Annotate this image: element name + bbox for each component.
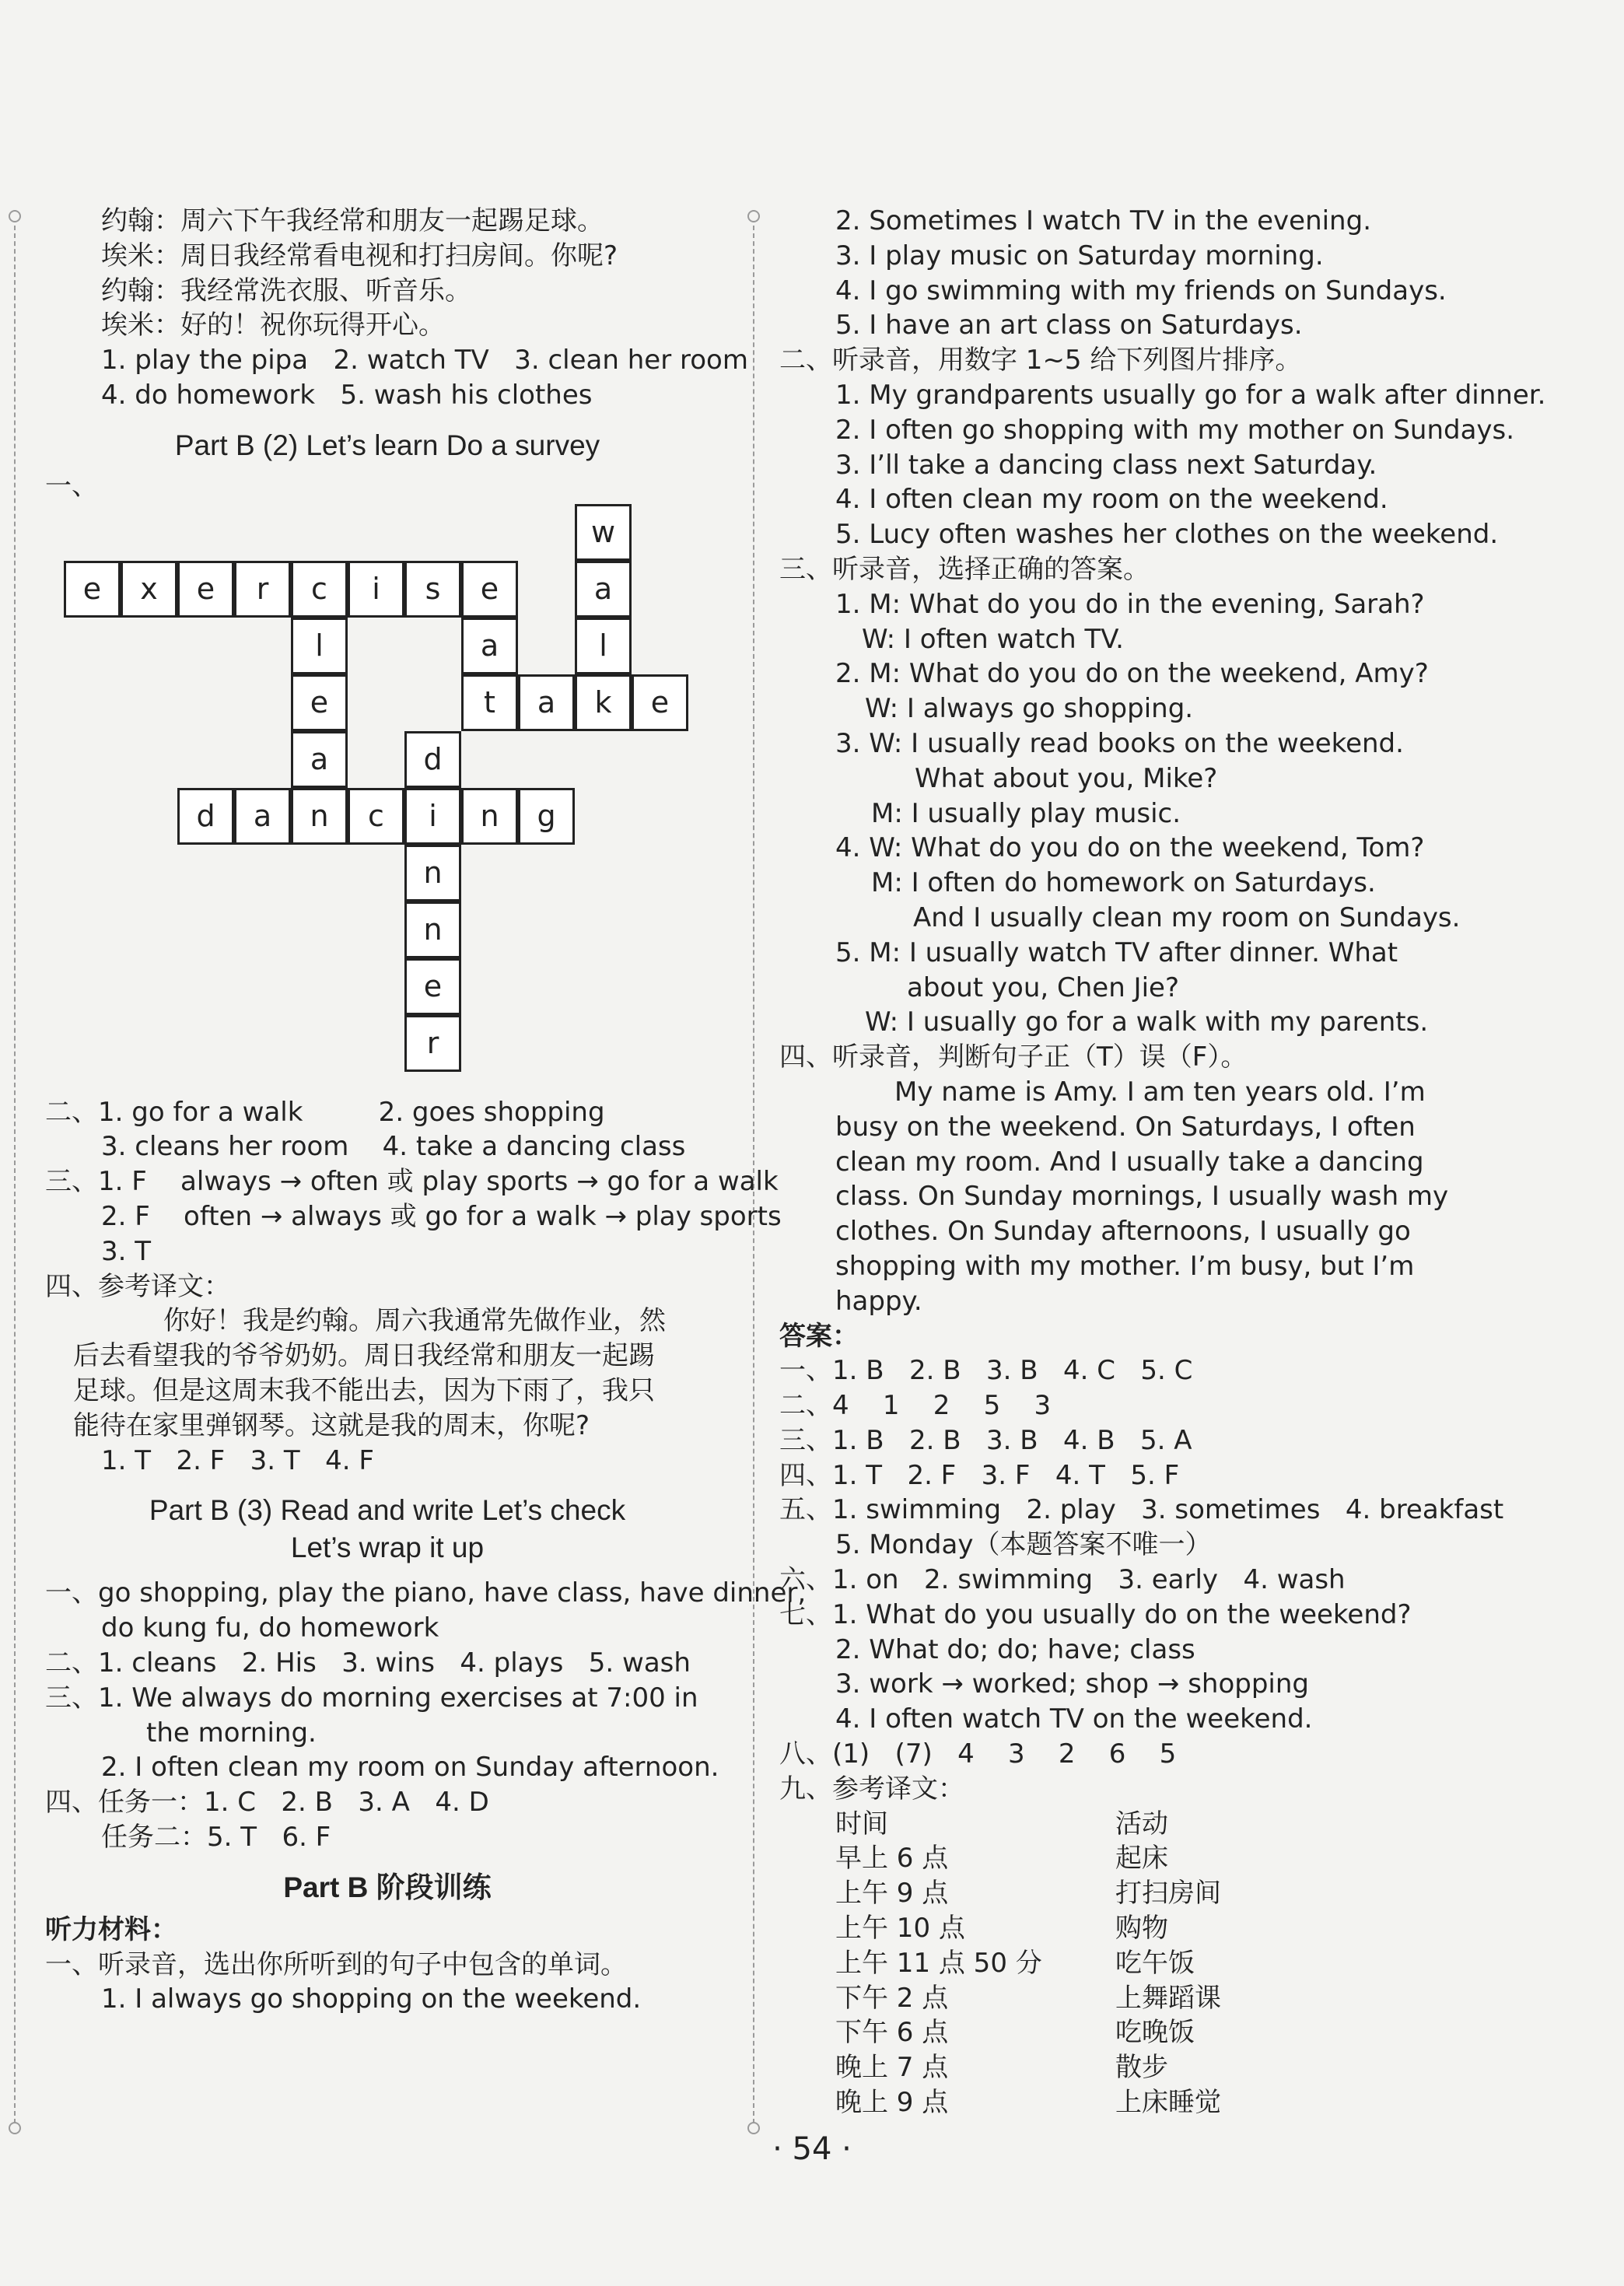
crossword-cell: d — [177, 788, 234, 845]
dialog-line: M: I usually play music. — [871, 797, 1181, 829]
dialog-line: 2. M: What do you do on the weekend, Amy? — [835, 658, 1429, 690]
answer-line: 三、1. We always do morning exercises at 7:00 in — [45, 1682, 698, 1714]
dialog-line: 埃米：周日我经常看电视和打扫房间。你呢? — [101, 240, 618, 271]
answer-line: 二、1. go for a walk 2. goes shopping — [45, 1096, 605, 1128]
schedule-activity: 散步 — [1115, 2052, 1168, 2084]
answer-line: 一、1. B 2. B 3. B 4. C 5. C — [779, 1355, 1193, 1387]
answer-line: 六、1. on 2. swimming 3. early 4. wash — [779, 1564, 1346, 1596]
answer-line: 2. F often → always 或 go for a walk → play sports — [101, 1200, 782, 1232]
binding-hole-icon — [9, 210, 21, 222]
crossword-cell: a — [461, 618, 518, 674]
crossword-cell: n — [404, 901, 461, 958]
dialog-line: 5. M: I usually watch TV after dinner. What — [835, 936, 1398, 968]
paragraph-line: 后去看望我的爷爷奶奶。周日我经常和朋友一起踢 — [73, 1340, 655, 1372]
dialog-line: And I usually clean my room on Sundays. — [913, 901, 1461, 933]
schedule-time: 晚上 7 点 — [835, 2052, 949, 2084]
answer-line: 3. work → worked; shop → shopping — [835, 1668, 1310, 1700]
crossword-cell: c — [291, 561, 348, 618]
answer-line: 3. T — [101, 1235, 152, 1267]
crossword-cell: i — [404, 788, 461, 845]
schedule-row — [779, 1876, 1588, 1911]
crossword-cell: i — [348, 561, 404, 618]
listening-line: 3. I play music on Saturday morning. — [835, 240, 1324, 271]
crossword-cell: s — [404, 561, 461, 618]
subsection-title: 听力材料： — [45, 1913, 177, 1945]
answer-line: 四、任务一：1. C 2. B 3. A 4. D — [45, 1787, 489, 1819]
crossword-cell: d — [404, 731, 461, 788]
dialog-line: 3. W: I usually read books on the weekend. — [835, 727, 1404, 759]
listening-line: 5. Lucy often washes her clothes on the weekend. — [835, 519, 1499, 551]
crossword-cell: g — [518, 788, 575, 845]
crossword-cell: n — [291, 788, 348, 845]
paragraph-line: 足球。但是这周末我不能出去，因为下雨了，我只 — [73, 1374, 655, 1406]
paragraph-line: shopping with my mother. I’m busy, but I’m — [835, 1250, 1415, 1282]
answer-line: 二、4 1 2 5 3 — [779, 1390, 1052, 1422]
answer-line: 5. Monday（本题答案不唯一） — [835, 1529, 1212, 1561]
answer-line: do kung fu, do homework — [101, 1612, 439, 1644]
answer-line: 五、1. swimming 2. play 3. sometimes 4. breakfast — [779, 1494, 1504, 1526]
answer-line: 2. What do; do; have; class — [835, 1633, 1195, 1665]
crossword-cell: a — [518, 674, 575, 731]
answer-line: 三、1. F always → often 或 play sports → go for a walk — [45, 1166, 779, 1198]
question-title: 三、听录音，选择正确的答案。 — [779, 553, 1150, 585]
crossword-grid — [45, 504, 730, 1095]
schedule-time: 上午 10 点 — [835, 1913, 965, 1945]
dialog-line: W: I usually go for a walk with my parents. — [865, 1006, 1429, 1038]
schedule-time: 上午 11 点 50 分 — [835, 1947, 1042, 1979]
crossword-cell: c — [348, 788, 404, 845]
subsection-title: 答案： — [779, 1320, 859, 1352]
schedule-row — [779, 2085, 1588, 2120]
schedule-row — [779, 2015, 1588, 2050]
answer-line: 1. play the pipa 2. watch TV 3. clean her room — [101, 345, 748, 376]
crossword-cell: n — [461, 788, 518, 845]
schedule-row — [779, 1841, 1588, 1876]
answer-line: 1. I always go shopping on the weekend. — [101, 1983, 642, 2015]
schedule-activity: 上床睡觉 — [1115, 2087, 1221, 2119]
crossword-cell: e — [291, 674, 348, 731]
listening-line: 1. My grandparents usually go for a walk after dinner. — [835, 379, 1546, 411]
schedule-table — [779, 1841, 1588, 2120]
dialog-line: 约翰：周六下午我经常和朋友一起踢足球。 — [101, 205, 604, 236]
dialog-line: 埃米：好的！祝你玩得开心。 — [101, 310, 445, 341]
answer-line: 七、1. What do you usually do on the weekend? — [779, 1598, 1412, 1630]
crossword-cell: e — [64, 561, 121, 618]
schedule-time: 早上 6 点 — [835, 1843, 949, 1875]
listening-line: 4. I often clean my room on the weekend. — [835, 484, 1388, 516]
question-title: 二、听录音，用数字 1~5 给下列图片排序。 — [779, 345, 1302, 376]
crossword-cell: w — [575, 504, 632, 561]
paragraph-line: My name is Amy. I am ten years old. I’m — [894, 1076, 1426, 1108]
schedule-header-activity: 活动 — [1115, 1808, 1168, 1840]
left-column — [45, 204, 807, 2017]
right-column — [779, 204, 1588, 2120]
schedule-header — [779, 1807, 1588, 1842]
answer-line: 四、1. T 2. F 3. F 4. T 5. F — [779, 1459, 1180, 1491]
crossword-cell: n — [404, 845, 461, 901]
answer-line: 八、(1) (7) 4 3 2 6 5 — [779, 1738, 1177, 1770]
crossword-cell: r — [404, 1015, 461, 1072]
dialog-line: W: I often watch TV. — [862, 623, 1124, 655]
crossword-cell: e — [632, 674, 688, 731]
section-heading: Part B (2) Let’s learn Do a survey — [174, 429, 600, 461]
listening-line: 2. I often go shopping with my mother on Sundays. — [835, 414, 1515, 446]
crossword-cell: t — [461, 674, 518, 731]
schedule-row — [779, 1981, 1588, 2016]
listening-line: 3. I’ll take a dancing class next Saturday. — [835, 449, 1377, 481]
question-number: 一、 — [45, 470, 98, 502]
left-binding-line — [14, 210, 16, 2131]
section-heading: Part B (3) Read and write Let’s check — [149, 1494, 626, 1527]
paragraph-line: happy. — [835, 1285, 922, 1317]
section-heading: Let’s wrap it up — [290, 1532, 485, 1564]
schedule-activity: 上舞蹈课 — [1115, 1982, 1221, 2014]
question-title: 一、听录音，选出你所听到的句子中包含的单词。 — [45, 1948, 627, 1980]
crossword-cell: l — [291, 618, 348, 674]
page-number: · 54 · — [772, 2131, 852, 2167]
answer-line: 一、go shopping, play the piano, have class, have dinner, — [45, 1577, 807, 1609]
schedule-row — [779, 1946, 1588, 1981]
schedule-header-time: 时间 — [835, 1808, 888, 1840]
paragraph-line: busy on the weekend. On Saturdays, I often — [835, 1111, 1416, 1143]
dialog-line: What about you, Mike? — [915, 762, 1218, 794]
crossword-cell: x — [121, 561, 177, 618]
answer-line: the morning. — [146, 1717, 317, 1749]
answer-line: 3. cleans her room 4. take a dancing class — [101, 1131, 686, 1163]
crossword-cell: l — [575, 618, 632, 674]
schedule-activity: 吃晚饭 — [1115, 2017, 1195, 2049]
paragraph-line: clothes. On Sunday afternoons, I usually go — [835, 1216, 1411, 1248]
dialog-line: W: I always go shopping. — [865, 693, 1194, 725]
schedule-activity: 打扫房间 — [1115, 1878, 1221, 1910]
listening-line: 2. Sometimes I watch TV in the evening. — [835, 205, 1371, 236]
dialog-line: M: I often do homework on Saturdays. — [871, 867, 1376, 899]
listening-line: 4. I go swimming with my friends on Sundays. — [835, 275, 1447, 306]
crossword-cell: r — [234, 561, 291, 618]
question-title: 四、听录音，判断句子正（T）误（F）。 — [779, 1041, 1248, 1073]
answer-line: 4. do homework 5. wash his clothes — [101, 379, 593, 411]
answer-line: 4. I often watch TV on the weekend. — [835, 1703, 1313, 1735]
paragraph-line: class. On Sunday mornings, I usually wash my — [835, 1181, 1449, 1213]
answer-line: 2. I often clean my room on Sunday afternoon. — [101, 1752, 719, 1784]
crossword-cell: a — [575, 561, 632, 618]
dialog-line: 1. M: What do you do in the evening, Sarah? — [835, 588, 1425, 620]
answer-line: 任务二：5. T 6. F — [101, 1821, 331, 1853]
schedule-time: 下午 6 点 — [835, 2017, 949, 2049]
question-title: 九、参考译文： — [779, 1773, 964, 1805]
binding-hole-icon — [747, 210, 760, 222]
schedule-activity: 吃午饭 — [1115, 1947, 1195, 1979]
answer-line: 二、1. cleans 2. His 3. wins 4. plays 5. wash — [45, 1647, 691, 1679]
schedule-row — [779, 1911, 1588, 1946]
schedule-time: 晚上 9 点 — [835, 2087, 949, 2119]
paragraph-line: 能待在家里弹钢琴。这就是我的周末，你呢? — [73, 1409, 590, 1441]
dialog-line: about you, Chen Jie? — [907, 971, 1179, 1003]
crossword-cell: e — [177, 561, 234, 618]
crossword-cell: a — [234, 788, 291, 845]
crossword-cell: e — [461, 561, 518, 618]
answer-line: 1. T 2. F 3. T 4. F — [101, 1444, 374, 1476]
answer-line: 三、1. B 2. B 3. B 4. B 5. A — [779, 1424, 1192, 1456]
paragraph-line: clean my room. And I usually take a dancing — [835, 1146, 1424, 1178]
crossword-cell: a — [291, 731, 348, 788]
section-heading: Part B 阶段训练 — [283, 1871, 492, 1903]
schedule-time: 上午 9 点 — [835, 1878, 949, 1910]
listening-line: 5. I have an art class on Saturdays. — [835, 310, 1303, 341]
dialog-line: 4. W: What do you do on the weekend, Tom? — [835, 832, 1425, 864]
dialog-line: 约翰：我经常洗衣服、听音乐。 — [101, 275, 471, 306]
paragraph-line: 你好！我是约翰。周六我通常先做作业，然 — [163, 1305, 666, 1337]
schedule-activity: 起床 — [1115, 1843, 1168, 1875]
question-title: 四、参考译文： — [45, 1270, 230, 1302]
schedule-row — [779, 2050, 1588, 2085]
crossword-cell: e — [404, 958, 461, 1015]
schedule-activity: 购物 — [1115, 1913, 1168, 1945]
crossword-cell: k — [575, 674, 632, 731]
schedule-time: 下午 2 点 — [835, 1982, 949, 2014]
